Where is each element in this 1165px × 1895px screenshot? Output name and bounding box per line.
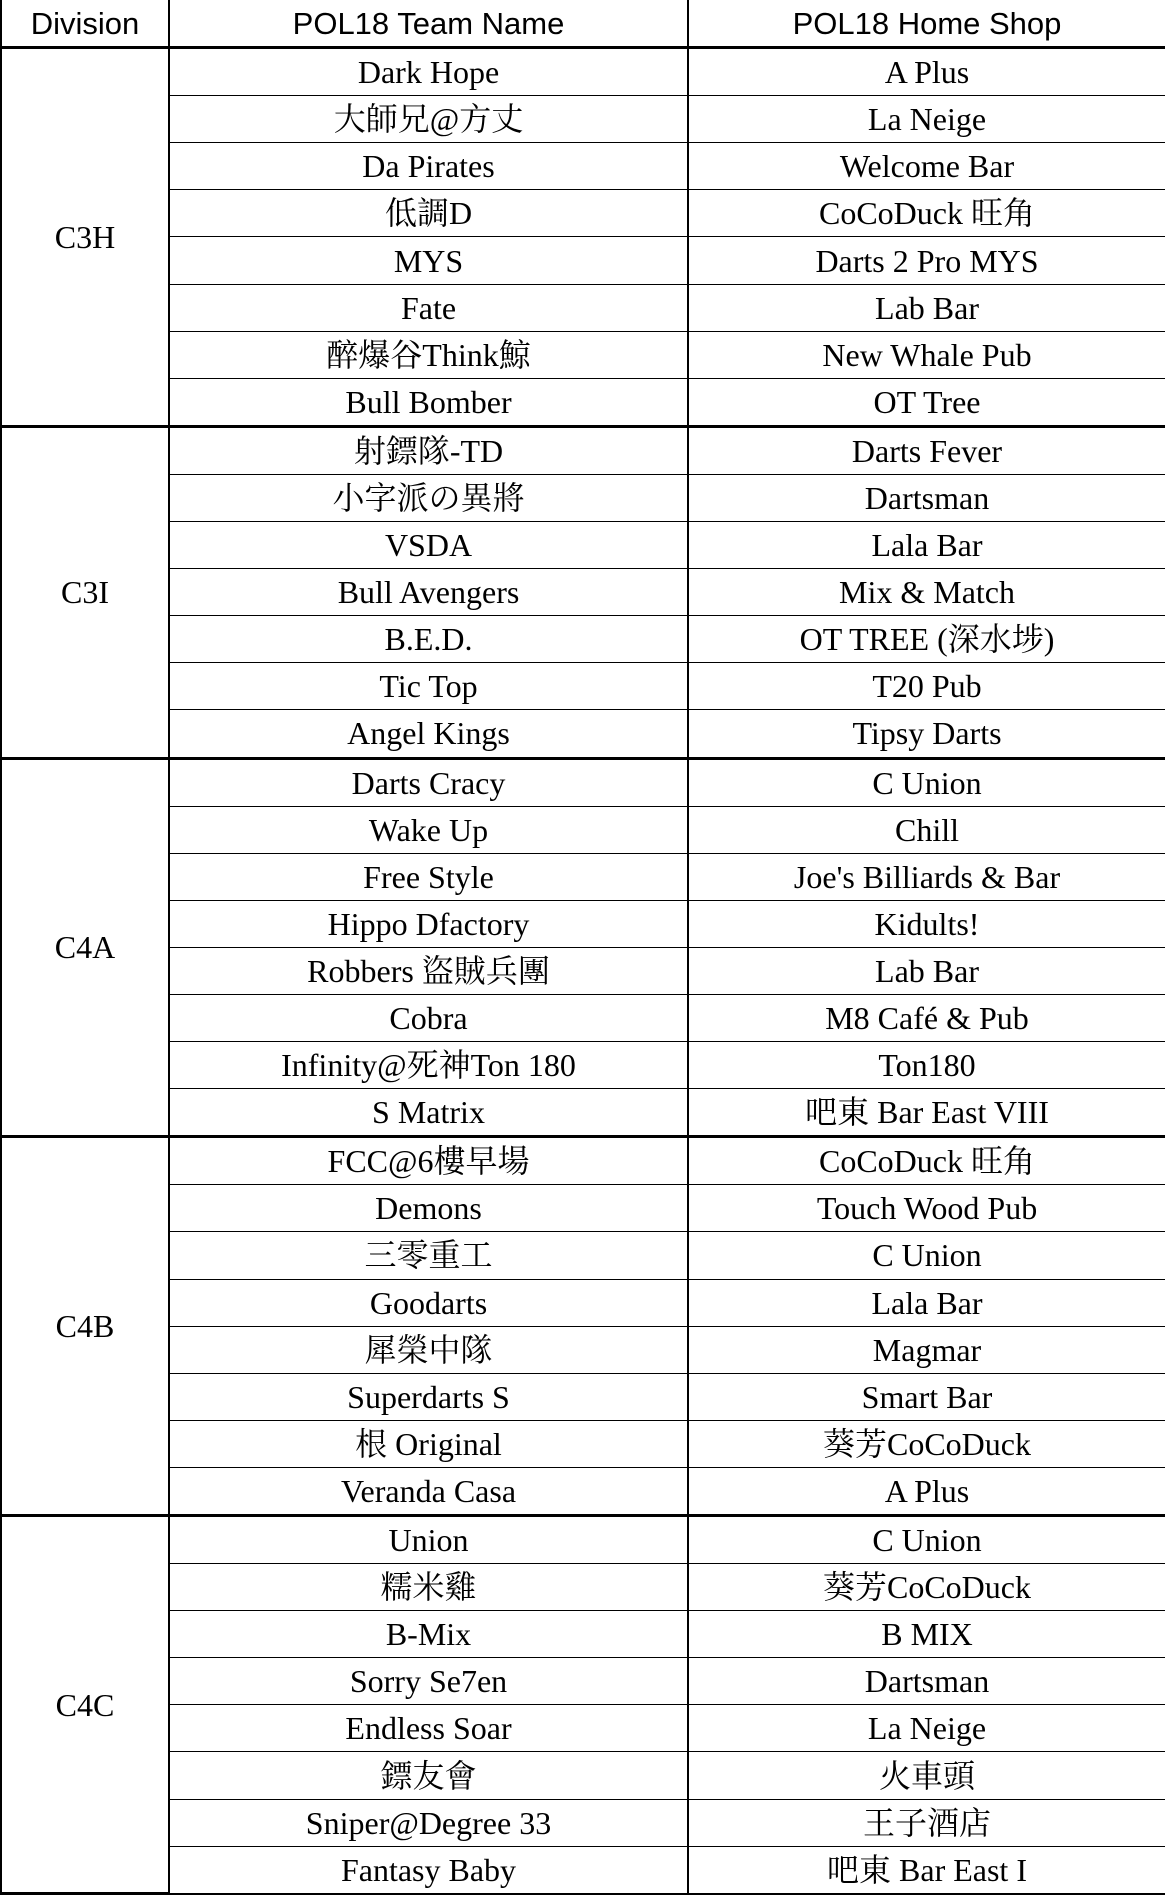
table-body — [1, 48, 1165, 1894]
team-name-cell: Superdarts S — [169, 1373, 688, 1420]
home-shop-cell: 吧東 Bar East VIII — [688, 1089, 1165, 1137]
home-shop-cell: C Union — [688, 1232, 1165, 1279]
home-shop-cell: 葵芳CoCoDuck — [688, 1564, 1165, 1611]
home-shop-cell: OT Tree — [688, 378, 1165, 426]
team-name-cell: B.E.D. — [169, 616, 688, 663]
team-name-cell: Bull Bomber — [169, 378, 688, 426]
team-name-cell: 大師兄@方丈 — [169, 96, 688, 143]
home-shop-cell: A Plus — [688, 1467, 1165, 1515]
home-shop-cell: B MIX — [688, 1611, 1165, 1658]
team-name-cell: 射鏢隊-TD — [169, 426, 688, 474]
home-shop-cell: M8 Café & Pub — [688, 994, 1165, 1041]
table-row — [1, 1185, 1165, 1232]
table-row — [1, 237, 1165, 284]
home-shop-cell: Tipsy Darts — [688, 710, 1165, 758]
division-column-header: Division — [1, 0, 169, 48]
table-row — [1, 143, 1165, 190]
home-shop-cell: A Plus — [688, 48, 1165, 96]
home-shop-cell: Darts Fever — [688, 426, 1165, 474]
team-name-cell: Free Style — [169, 853, 688, 900]
home-shop-cell: Welcome Bar — [688, 143, 1165, 190]
team-name-cell: 小字派の異將 — [169, 474, 688, 521]
team-name-cell: Sorry Se7en — [169, 1658, 688, 1705]
home-shop-cell: 葵芳CoCoDuck — [688, 1420, 1165, 1467]
table-row — [1, 190, 1165, 237]
table-row — [1, 1705, 1165, 1752]
table-row — [1, 378, 1165, 426]
table-row — [1, 522, 1165, 569]
table-row — [1, 1137, 1165, 1185]
table-row — [1, 710, 1165, 758]
table-row — [1, 806, 1165, 853]
home-shop-column-header: POL18 Home Shop — [688, 0, 1165, 48]
team-name-cell: Cobra — [169, 994, 688, 1041]
team-name-cell: Tic Top — [169, 663, 688, 710]
table-row — [1, 284, 1165, 331]
team-name-cell: 醉爆谷Think鯨 — [169, 331, 688, 378]
team-name-cell: Endless Soar — [169, 1705, 688, 1752]
header-row — [1, 0, 1165, 48]
table-row — [1, 1373, 1165, 1420]
team-name-cell: 鏢友會 — [169, 1752, 688, 1799]
table-row — [1, 947, 1165, 994]
home-shop-cell: 火車頭 — [688, 1752, 1165, 1799]
home-shop-cell: 吧東 Bar East I — [688, 1846, 1165, 1894]
home-shop-cell: Darts 2 Pro MYS — [688, 237, 1165, 284]
table-row — [1, 331, 1165, 378]
home-shop-cell: Lala Bar — [688, 522, 1165, 569]
team-name-cell: Infinity@死神Ton 180 — [169, 1042, 688, 1089]
team-name-cell: VSDA — [169, 522, 688, 569]
team-name-cell: Union — [169, 1516, 688, 1564]
home-shop-cell: La Neige — [688, 96, 1165, 143]
team-name-column-header: POL18 Team Name — [169, 0, 688, 48]
home-shop-cell: Joe's Billiards & Bar — [688, 853, 1165, 900]
home-shop-cell: CoCoDuck 旺角 — [688, 190, 1165, 237]
table-row — [1, 616, 1165, 663]
team-name-cell: Goodarts — [169, 1279, 688, 1326]
table-row — [1, 994, 1165, 1041]
home-shop-cell: Mix & Match — [688, 569, 1165, 616]
team-name-cell: Darts Cracy — [169, 758, 688, 806]
home-shop-cell: Smart Bar — [688, 1373, 1165, 1420]
division-cell: C4B — [1, 1137, 169, 1516]
home-shop-cell: Touch Wood Pub — [688, 1185, 1165, 1232]
team-name-cell: Bull Avengers — [169, 569, 688, 616]
home-shop-cell: CoCoDuck 旺角 — [688, 1137, 1165, 1185]
team-name-cell: Sniper@Degree 33 — [169, 1799, 688, 1846]
table-row — [1, 1658, 1165, 1705]
home-shop-cell: Dartsman — [688, 1658, 1165, 1705]
table-row — [1, 1611, 1165, 1658]
home-shop-cell: Magmar — [688, 1326, 1165, 1373]
table-row — [1, 1042, 1165, 1089]
team-name-cell: 糯米雞 — [169, 1564, 688, 1611]
table-row — [1, 1467, 1165, 1515]
table-row — [1, 1516, 1165, 1564]
team-name-cell: Wake Up — [169, 806, 688, 853]
team-name-cell: FCC@6樓早場 — [169, 1137, 688, 1185]
division-cell: C3I — [1, 426, 169, 758]
table-row — [1, 474, 1165, 521]
table-row — [1, 1799, 1165, 1846]
table-row — [1, 900, 1165, 947]
home-shop-cell: Chill — [688, 806, 1165, 853]
team-name-cell: Da Pirates — [169, 143, 688, 190]
home-shop-cell: C Union — [688, 1516, 1165, 1564]
table-row — [1, 569, 1165, 616]
team-name-cell: MYS — [169, 237, 688, 284]
team-name-cell: B-Mix — [169, 1611, 688, 1658]
table-row — [1, 758, 1165, 806]
team-name-cell: Robbers 盜賊兵團 — [169, 947, 688, 994]
table-row — [1, 1326, 1165, 1373]
home-shop-cell: New Whale Pub — [688, 331, 1165, 378]
table-row — [1, 426, 1165, 474]
home-shop-cell: La Neige — [688, 1705, 1165, 1752]
home-shop-cell: Kidults! — [688, 900, 1165, 947]
table-row — [1, 1279, 1165, 1326]
team-name-cell: Demons — [169, 1185, 688, 1232]
team-name-cell: Fantasy Baby — [169, 1846, 688, 1894]
table-row — [1, 48, 1165, 96]
division-cell: C3H — [1, 48, 169, 427]
table-row — [1, 1752, 1165, 1799]
team-name-cell: Angel Kings — [169, 710, 688, 758]
home-shop-cell: OT TREE (深水埗) — [688, 616, 1165, 663]
home-shop-cell: Dartsman — [688, 474, 1165, 521]
team-name-cell: 犀榮中隊 — [169, 1326, 688, 1373]
home-shop-cell: T20 Pub — [688, 663, 1165, 710]
table-row — [1, 96, 1165, 143]
home-shop-cell: Ton180 — [688, 1042, 1165, 1089]
home-shop-cell: Lab Bar — [688, 947, 1165, 994]
team-name-cell: Dark Hope — [169, 48, 688, 96]
table-row — [1, 853, 1165, 900]
team-name-cell: 低調D — [169, 190, 688, 237]
team-name-cell: Veranda Casa — [169, 1467, 688, 1515]
team-name-cell: Fate — [169, 284, 688, 331]
team-name-cell: S Matrix — [169, 1089, 688, 1137]
table-row — [1, 1564, 1165, 1611]
division-cell: C4C — [1, 1516, 169, 1894]
table-row — [1, 1232, 1165, 1279]
team-name-cell: 根 Original — [169, 1420, 688, 1467]
division-cell: C4A — [1, 758, 169, 1137]
table-row — [1, 663, 1165, 710]
home-shop-cell: Lab Bar — [688, 284, 1165, 331]
home-shop-cell: Lala Bar — [688, 1279, 1165, 1326]
table-row — [1, 1089, 1165, 1137]
team-name-cell: 三零重工 — [169, 1232, 688, 1279]
table-row — [1, 1420, 1165, 1467]
team-name-cell: Hippo Dfactory — [169, 900, 688, 947]
home-shop-cell: C Union — [688, 758, 1165, 806]
home-shop-cell: 王子酒店 — [688, 1799, 1165, 1846]
